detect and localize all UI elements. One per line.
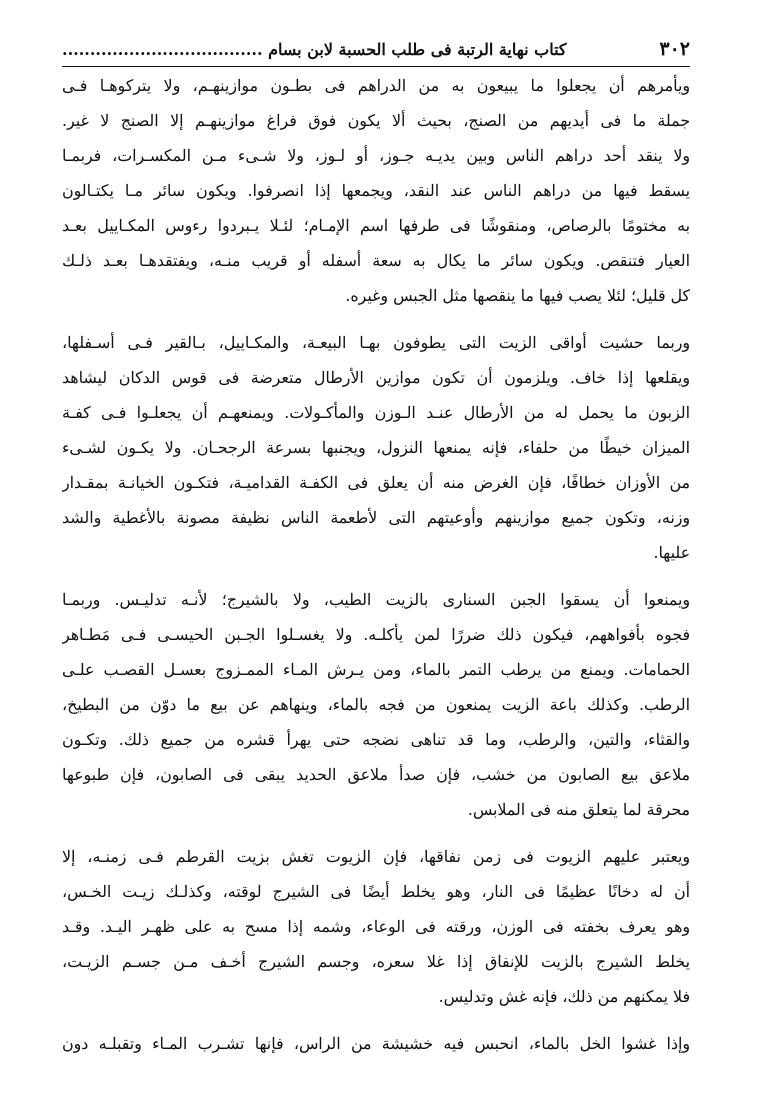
paragraph (62, 325, 690, 570)
text-line: أن له دخانًا عظيمًا فى النار، وهو يخلط أيضًا فى الشيرج لوقته، وكذلـك زيـت الخـس، (62, 882, 690, 901)
text-line: ويعتبر عليهم الزيوت فى زمن نفاقها، فإن الزيوت تغش بزيت القرطم فـى زمنـه، إلا (62, 847, 690, 866)
text-line: محرقة لما يتعلق منه فى الملابس. (467, 800, 690, 819)
text-line: فلا يمكنهم من ذلك، فإنه غش وتدليس. (438, 987, 690, 1006)
text-line: الحمامات. ويمنع من يرطب التمر بالماء، ومن يـرش المـاء الممـزوج بعسـل القصـب علـى (62, 660, 690, 679)
text-line: ويمنعوا أن يسقوا الجبن السنارى بالزيت الطيب، ولا بالشيرج؛ لأنـه تدليـس. وربمـا (62, 590, 690, 609)
text-line: كل قليل؛ لئلا يصب فيها ما ينقصها مثل الجبس وغيره. (345, 286, 690, 305)
text-line: ويقلعها إذا خاف. ويلزمون أن تكون موازين الأرطال متعرضة فى قوس الدكان ليشاهد (62, 368, 690, 387)
running-title: كتاب نهاية الرتبة فى طلب الحسبة لابن بسام .................................... (62, 40, 567, 59)
text-line: ويأمرهم أن يجعلوا ما يبيعون به من الدراهم فى بطـون موازينهـم، ولا يتركوهـا فـى (62, 76, 690, 95)
text-line: ولا ينقد أحد دراهم الناس وبين يديـه جـوز، أو لـوز، ولا شـىء مـن المكسـرات، فربمـا (62, 146, 690, 165)
text-line: فجوه بأفواههم، فيكون ذلك ضررًا لمن يأكلـه. ولا يغسـلوا الجـبن الحيسـى فـى مَطـاهر (62, 625, 690, 644)
text-line: وزنه، وتكون جميع موازينهم وأوعيتهم التى لأطعمة الناس نظيفة مصونة بالأغطية والشد (62, 508, 690, 527)
text-line: من الأوزان خطافًا، فإن الغرض منه أن يعلق فى الكفـة القداميـة، فتكـون الخيانـة بمقـدار (62, 473, 690, 492)
paragraph (62, 582, 690, 827)
text-line: والقثاء، والتين، والرطب، وما قد تناهى نضجه حتى يهرأ قشره من جميع ذلك. وتكـون (62, 730, 690, 749)
page-number: ٣٠٢ (659, 38, 690, 60)
text-line: الرطب. وكذلك باعة الزيت يمنعون من فجه بالماء، وينهاهم عن بيع ما دوّن من البطيخ، (62, 695, 690, 714)
paragraph (62, 1026, 690, 1061)
text-line: جملة ما فى أيديهم من الصنج، بحيث ألا يكون فوق فراغ موازينهـم إلا الصنج لا غير. (62, 111, 690, 130)
body-text (62, 68, 690, 1061)
text-line: ملاعق بيع الصابون من خشب، فإن صدأ ملاعق الحديد يبقى فى الصابون، فإن طبوعها (62, 765, 690, 784)
page-header (62, 36, 690, 67)
text-line: الميزان خيطًا من حلفاء، فإنه يمنعها النزول، ويجنبها بسرعة الرجحـان. ولا يكـون لشـىء (62, 438, 690, 457)
paragraph (62, 68, 690, 313)
paragraph (62, 839, 690, 1014)
text-line: الزبون ما يحمل له من الأرطال عنـد الـوزن والمأكـولات. ويمنعهـم أن يجعلـوا فـى كفـة (62, 403, 690, 422)
text-line: به مختومًا بالرصاص، ومنقوشًا فى طرفها اسم الإمـام؛ لئـلا يـبردوا رءوس المكـاييل بعـد (62, 216, 690, 235)
text-line: يسقط فيها من دراهم الناس عند النقد، ويجمعها إذا انصرفوا. ويكون سائر مـا يكتـالون (62, 181, 690, 200)
text-line: وإذا غشوا الخل بالماء، انحبس فيه خشيشة من الراس، فإنها تشـرب المـاء وتقبلـه دون (62, 1034, 690, 1053)
text-line: وهو يعرف بخفته فى الوزن، ورقته فى الوعاء، وشمه إذا مسح به على ظهـر اليـد. وقـد (62, 917, 690, 936)
text-line: عليها. (653, 543, 690, 562)
text-line: العيار فتنقص. ويكون سائر ما يكال به سعة أسفله أو قريب منـه، ويفتقدهـا بعـد ذلـك (62, 251, 690, 270)
text-line: يخلط الشيرج بالزيت للإنفاق إذا غلا سعره، وجسم الشيرج أخـف مـن جسـم الزيـت، (62, 952, 690, 971)
text-line: وربما حشيت أواقى الزيت التى يطوفون بهـا البيعـة، والمكـاييل، بـالقير فـى أسـفلها، (62, 333, 690, 352)
